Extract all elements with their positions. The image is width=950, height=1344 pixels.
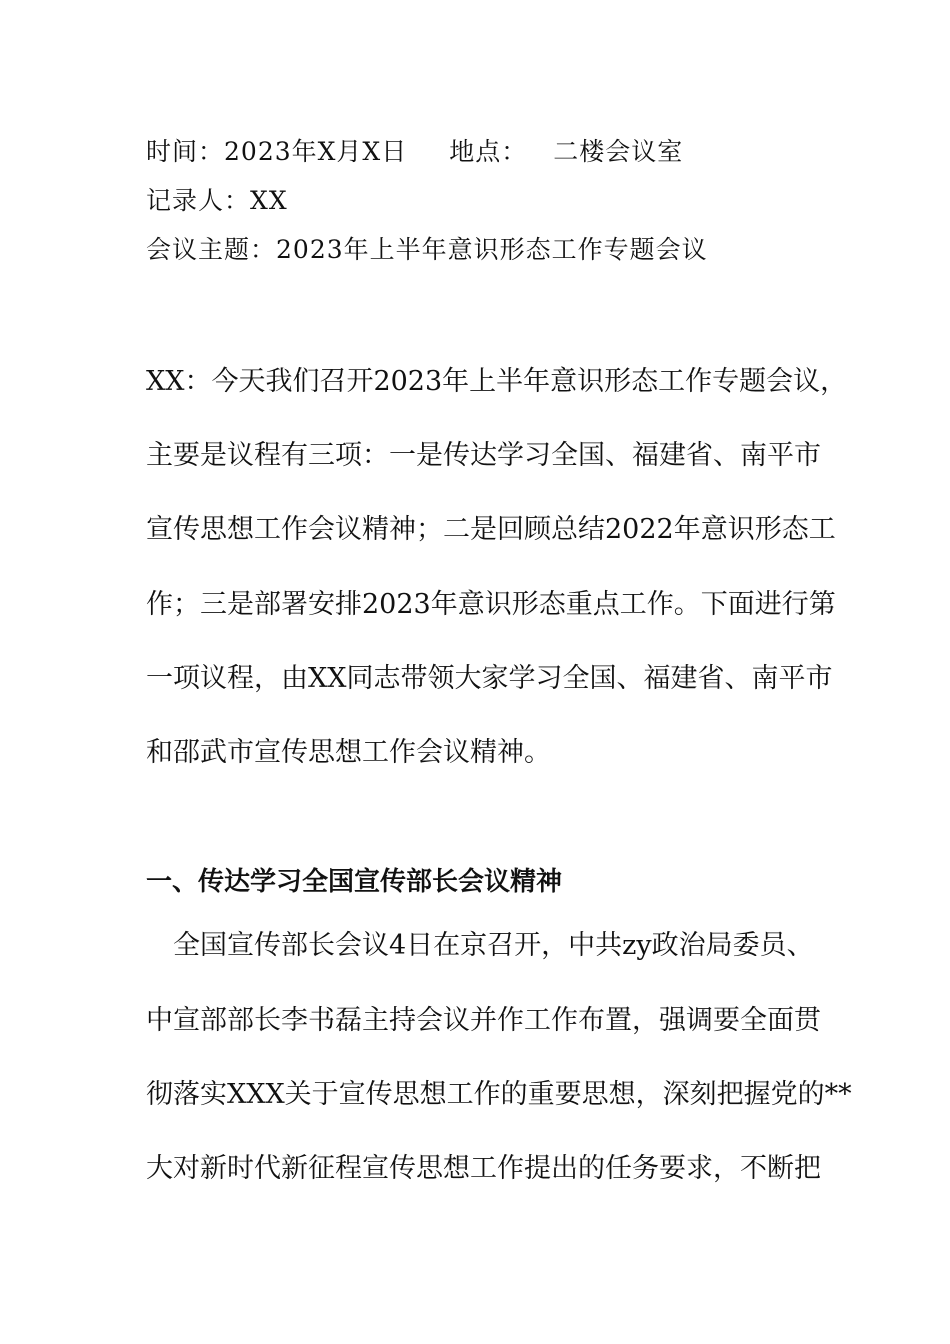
section-paragraph-line: 全国宣传部长会议4日在京召开，中共zy政治局委员、	[146, 930, 814, 961]
meeting-topic-line	[146, 235, 708, 265]
section-heading: 一、传达学习全国宣传部长会议精神	[146, 867, 563, 897]
opening-paragraph-line: 主要是议程有三项：一是传达学习全国、福建省、南平市	[146, 440, 821, 471]
place-value: 二楼会议室	[553, 137, 684, 166]
time-label: 时间：	[146, 137, 225, 166]
time-value: 2023年X月X日	[224, 137, 408, 166]
opening-paragraph-line: 一项议程，由XX同志带领大家学习全国、福建省、南平市	[146, 663, 833, 694]
opening-paragraph-line: 和邵武市宣传思想工作会议精神。	[146, 737, 551, 768]
section-paragraph-line: 大对新时代新征程宣传思想工作提出的任务要求，不断把	[146, 1153, 821, 1184]
recorder-value: XX	[250, 186, 288, 215]
meeting-time-place-line	[146, 137, 683, 167]
opening-paragraph-line: 作；三是部署安排2023年意识形态重点工作。下面进行第	[146, 589, 836, 620]
section-paragraph-line: 中宣部部长李书磊主持会议并作工作布置，强调要全面贯	[146, 1005, 821, 1036]
topic-value: 2023年上半年意识形态工作专题会议	[276, 235, 708, 264]
section-paragraph-line: 彻落实XXX关于宣传思想工作的重要思想，深刻把握党的**	[146, 1079, 852, 1110]
place-label: 地点：	[449, 137, 528, 166]
opening-paragraph-line: XX：今天我们召开2023年上半年意识形态工作专题会议，	[146, 366, 848, 397]
recorder-label: 记录人：	[146, 186, 251, 215]
opening-paragraph-line: 宣传思想工作会议精神；二是回顾总结2022年意识形态工	[146, 514, 836, 545]
meeting-recorder-line	[146, 186, 288, 216]
topic-label: 会议主题：	[146, 235, 277, 264]
